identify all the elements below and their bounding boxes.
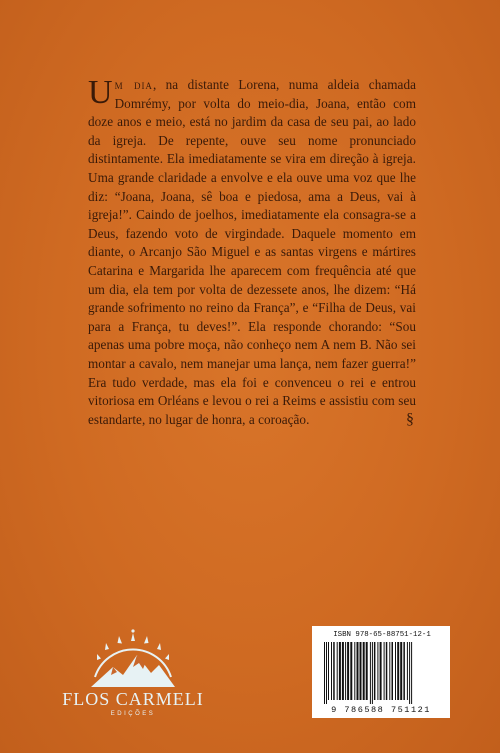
synopsis-text: , na distante Lorena, numa aldeia chamada Domrémy, por volta do meio-dia, Joana, então com doze anos e meio, está no jardim da casa de seu pai, ao lado da igreja. De repente, ouve seu nome pronunciado distintamente. Ela imediatamente se vira em direção à igreja. Uma grande claridade a envolve e ela ouve uma voz que lhe diz: “Joana, Joana, sê boa e piedosa, ama a Deus, vai à igreja!”. Caindo de joelhos, imediatamente ela consagra-se a Deus, fazendo voto de virgindade. Daquele momento em diante, o Arcanjo São Miguel e as santas virgens e mártires Catarina e Margarida lhe aparecem com frequência até que um dia, ela tem por volta de dezessete anos, lhe dizem: “Há grande sofrimento no reino da França”, e “Filha de Deus, vai para a França, tu deves!”. Ela responde chorando: “Sou apenas uma pobre moça, não conheço nem A nem B. Não sei montar a cavalo, nem manejar uma lança, nem fazer guerra!” Era tudo verdade, mas ela foi e convenceu o rei e entrou vitoriosa em Orléans e levou o rei a Reims e assistiu com seu estandarte, no lugar de honra, a coroação. [88, 77, 416, 427]
mountain-crown-icon [73, 625, 193, 693]
drop-cap: U [88, 74, 113, 111]
publisher-name: FLOS CARMELI [62, 689, 204, 709]
section-end-icon: § [405, 410, 414, 428]
isbn-barcode [312, 626, 450, 718]
barcode-digits: 9 786588 751121 [331, 705, 431, 715]
isbn-label: ISBN 978-65-88751-12-1 [333, 631, 431, 639]
publisher-logo [58, 625, 208, 733]
publisher-subtitle: EDIÇÕES [110, 711, 156, 717]
barcode-icon [322, 642, 440, 704]
synopsis-paragraph [88, 76, 416, 429]
lead-in-smallcaps: m dia [114, 77, 153, 92]
